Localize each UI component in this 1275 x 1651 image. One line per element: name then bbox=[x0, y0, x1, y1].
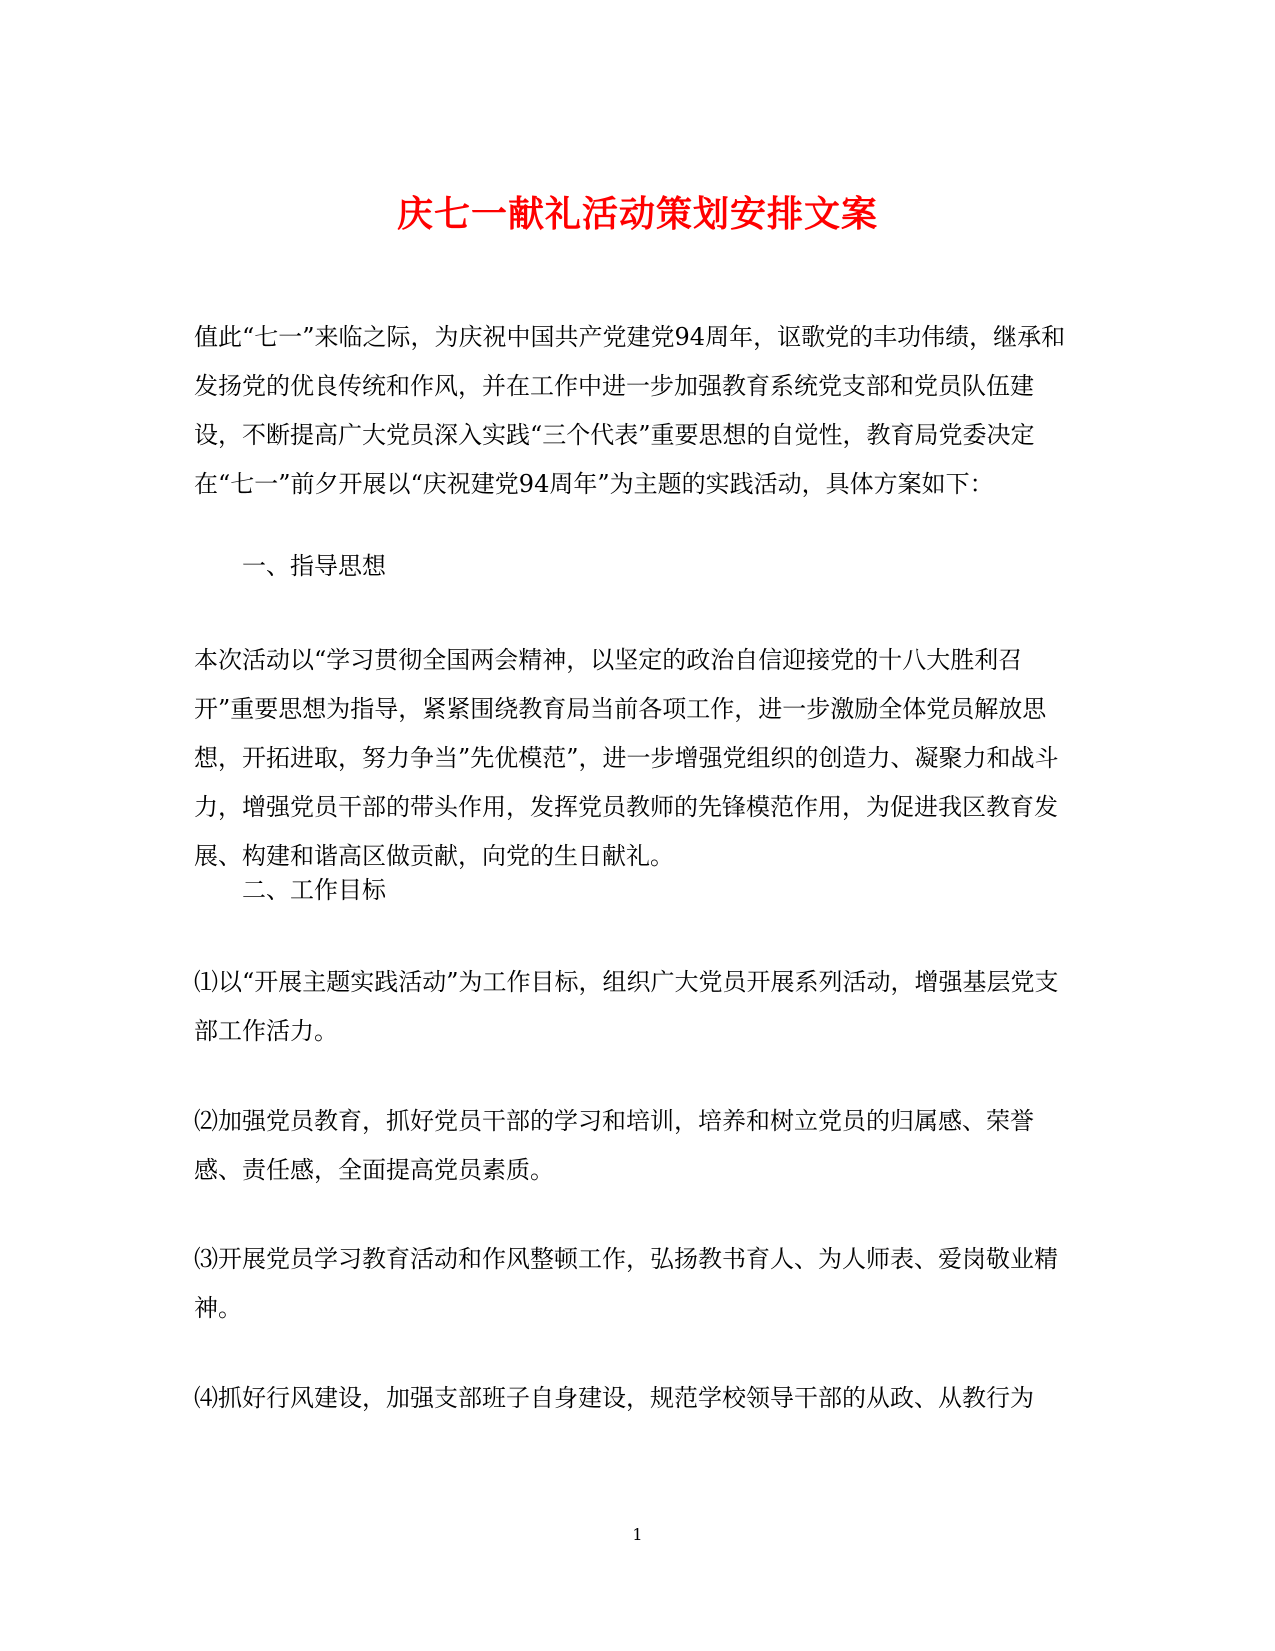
work-goal-item-3: ⑶开展党员学习教育活动和作风整顿工作，弘扬教书育人、为人师表、爱岗敬业精神。 bbox=[194, 1245, 1058, 1322]
guiding-ideology-paragraph: 本次活动以“学习贯彻全国两会精神，以坚定的政治自信迎接党的十八大胜利召开”重要思想为指导，紧紧围绕教育局当前各项工作，进一步激励全体党员解放思想，开拓进取，努力争当”先优模范”，进一步增强党组织的创造力、凝聚力和战斗力，增强党员干部的带头作用，发挥党员教师的先锋模范作用，为促进我区教育发展、构建和谐高区做贡献，向党的生日献礼。 bbox=[194, 646, 1059, 870]
intro-paragraph: 值此“七一”来临之际，为庆祝中国共产党建党94周年，讴歌党的丰功伟绩，继承和发扬党的优良传统和作风，并在工作中进一步加强教育系统党支部和党员队伍建设，不断提高广大党员深入实践“三个代表”重要思想的自觉性，教育局党委决定在“七一”前夕开展以“庆祝建党94周年”为主题的实践活动，具体方案如下： bbox=[194, 323, 1066, 498]
document-title: 庆七一献礼活动策划安排文案 bbox=[396, 193, 878, 236]
section-heading-guiding-ideology: 一、指导思想 bbox=[242, 552, 386, 580]
work-goal-item-1: ⑴以“开展主题实践活动”为工作目标，组织广大党员开展系列活动，增强基层党支部工作活力。 bbox=[194, 968, 1059, 1045]
work-goal-item-2: ⑵加强党员教育，抓好党员干部的学习和培训，培养和树立党员的归属感、荣誉感、责任感，全面提高党员素质。 bbox=[194, 1107, 1034, 1184]
section-heading-work-goals: 二、工作目标 bbox=[242, 876, 386, 904]
work-goal-item-4: ⑷抓好行风建设，加强支部班子自身建设，规范学校领导干部的从政、从教行为 bbox=[194, 1384, 1034, 1412]
page-number: 1 bbox=[632, 1525, 643, 1544]
